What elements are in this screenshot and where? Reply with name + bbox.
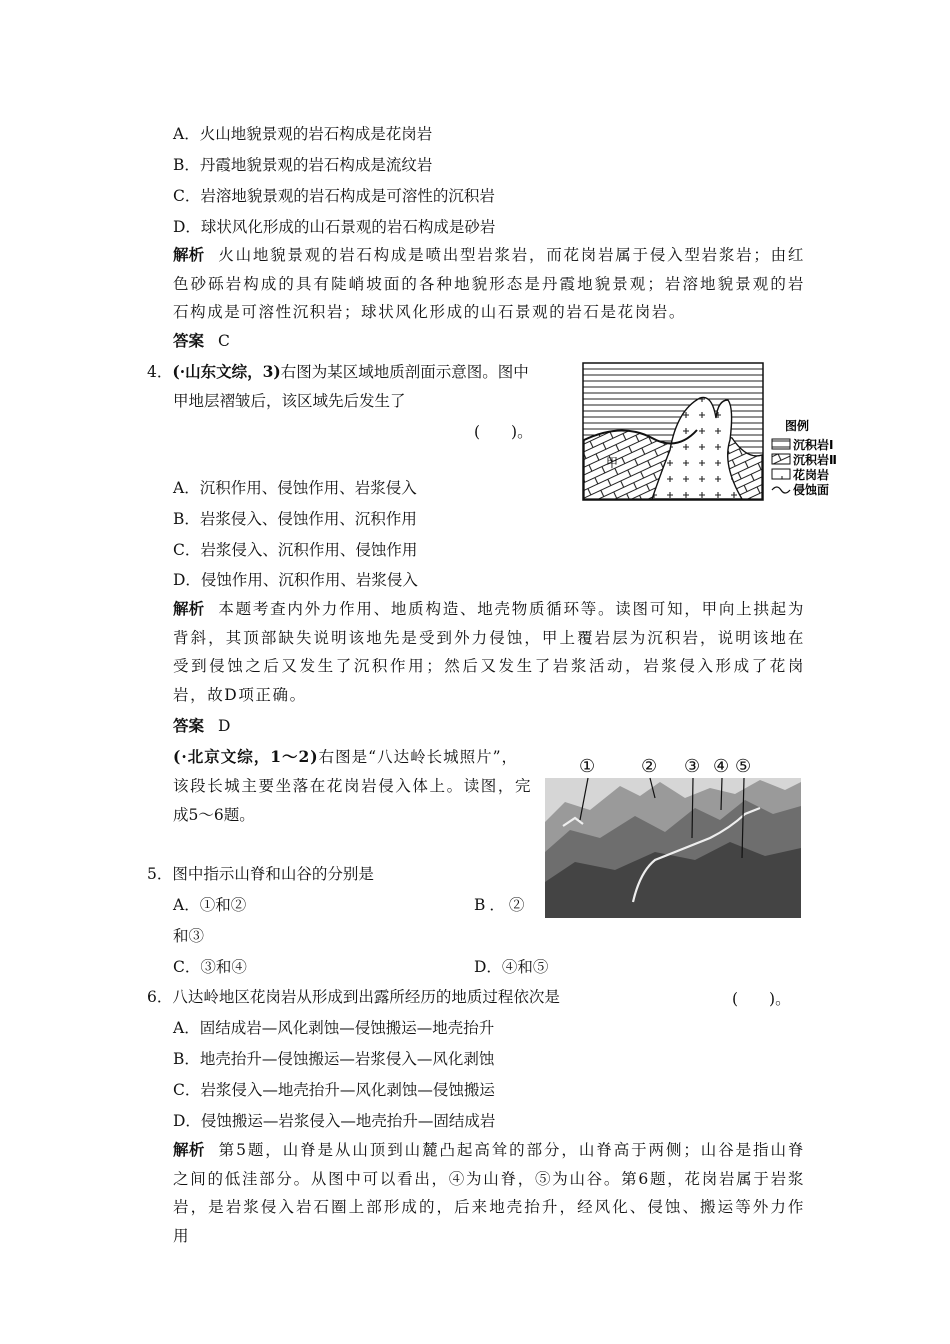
q4-answer: [173, 716, 230, 736]
jia-label: 甲: [606, 456, 619, 470]
q4-analysis: [173, 595, 805, 709]
question-source: (·山东文综，3): [172, 362, 281, 381]
q6-option-a: A．固结成岩—风化剥蚀—侵蚀搬运—地壳抬升: [173, 1019, 495, 1037]
analysis-label: 解析: [173, 245, 205, 264]
q5-option-b-prefix: B．②: [474, 896, 529, 914]
analysis-label: 解析: [173, 599, 205, 618]
q6-option-b: B．地壳抬升—侵蚀搬运—岩浆侵入—风化剥蚀: [173, 1050, 495, 1068]
answer-label: 答案: [173, 716, 205, 735]
analysis-label: 解析: [173, 1140, 205, 1159]
analysis-text: 火山地貌景观的岩石构成是喷出型岩浆岩，而花岗岩属于侵入型岩浆岩；由红色砂砾岩构成的具有陡峭坡面的各种地貌形态是丹霞地貌景观；岩溶地貌景观的岩石构成是可溶性沉积岩；球状风化形成的山石景观的岩石是花岗岩。: [173, 246, 805, 321]
q4-option-a: A．沉积作用、侵蚀作用、岩浆侵入: [173, 479, 417, 497]
question-source: (·北京文综，1～2): [173, 747, 319, 766]
legend-item-sed1: 沉积岩Ⅰ: [793, 438, 834, 452]
intro-text: 右图是“八达岭长城照片”，: [318, 748, 518, 766]
q4-stem-line1: [147, 362, 529, 382]
q56-intro-line1: [173, 747, 518, 767]
q6-answer-paren: ( )。: [732, 990, 791, 1008]
q3-option-c: C．岩溶地貌景观的岩石构成是可溶性的沉积岩: [173, 187, 495, 205]
answer-value: D: [218, 717, 231, 735]
legend-title: 图例: [785, 419, 810, 433]
analysis-text: 本题考查内外力作用、地质构造、地壳物质循环等。读图可知，甲向上拱起为背斜，其顶部缺失说明该地先是受到外力侵蚀，甲上覆岩层为沉积岩，说明该地在受到侵蚀之后又发生了沉积作用；然后又发生了岩浆活动，岩浆侵入形成了花岗岩，故D项正确。: [173, 600, 805, 704]
q4-option-c: C．岩浆侵入、沉积作用、侵蚀作用: [173, 541, 418, 559]
q6-option-c: C．岩浆侵入—地壳抬升—风化剥蚀—侵蚀搬运: [173, 1081, 495, 1099]
q5-option-a: A．①和②: [173, 896, 247, 914]
q5-option-c: C．③和④: [173, 958, 247, 976]
marker-4: ④: [713, 756, 730, 777]
legend-item-granite: 花岗岩: [793, 468, 830, 482]
q5-stem: 5．图中指示山脊和山谷的分别是: [147, 865, 374, 883]
q5-option-b-suffix: 和③: [173, 927, 205, 945]
q4-option-b: B．岩浆侵入、侵蚀作用、沉积作用: [173, 510, 417, 528]
marker-3: ③: [684, 756, 701, 777]
q6-option-d: D．侵蚀搬运—岩浆侵入—地壳抬升—固结成岩: [173, 1112, 496, 1130]
geologic-cross-section-figure: [582, 360, 850, 505]
analysis-text: 第5题，山脊是从山顶到山麓凸起高耸的部分，山脊高于两侧；山谷是指山脊之间的低洼部分。从图中可以看出，④为山脊，⑤为山谷。第6题，花岗岩属于岩浆岩，是岩浆侵入岩石圈上部形成的，后来地壳抬升，经风化、侵蚀、搬运等外力作用: [173, 1141, 805, 1245]
legend-swatch-granite: [772, 469, 790, 479]
q4-stem-line2: 甲地层褶皱后，该区域先后发生了: [173, 392, 406, 410]
q5-option-d: D．④和⑤: [474, 958, 549, 976]
answer-value: C: [218, 332, 230, 350]
legend-swatch-sed1: [772, 439, 790, 449]
stem-text: 右图为某区域地质剖面示意图。图中: [280, 363, 529, 381]
badaling-great-wall-photo: [545, 752, 801, 918]
q4-option-d: D．侵蚀作用、沉积作用、岩浆侵入: [173, 571, 418, 589]
q3-option-d: D．球状风化形成的山石景观的岩石构成是砂岩: [173, 218, 496, 236]
legend-swatch-erosion: [772, 487, 790, 493]
q56-intro-line2: 该段长城主要坐落在花岗岩侵入体上。读图，完: [173, 777, 533, 795]
q3-option-b: B．丹霞地貌景观的岩石构成是流纹岩: [173, 156, 433, 174]
legend-item-sed2: 沉积岩Ⅱ: [793, 453, 837, 467]
marker-5: ⑤: [735, 756, 752, 777]
q3-analysis: [173, 241, 805, 327]
marker-2: ②: [641, 756, 658, 777]
legend-swatch-sed2: [772, 454, 790, 464]
q3-option-a: A．火山地貌景观的岩石构成是花岗岩: [173, 125, 433, 143]
q6-stem: 6．八达岭地区花岗岩从形成到出露所经历的地质过程依次是: [147, 988, 560, 1006]
question-number: 4．: [147, 363, 173, 381]
marker-1: ①: [579, 756, 596, 777]
q6-analysis: [173, 1136, 805, 1250]
answer-label: 答案: [173, 331, 205, 350]
q4-answer-paren: ( )。: [474, 423, 533, 441]
q56-intro-line3: 成5～6题。: [173, 806, 255, 824]
legend-item-erosion: 侵蚀面: [793, 483, 830, 497]
q3-answer: [173, 331, 230, 351]
